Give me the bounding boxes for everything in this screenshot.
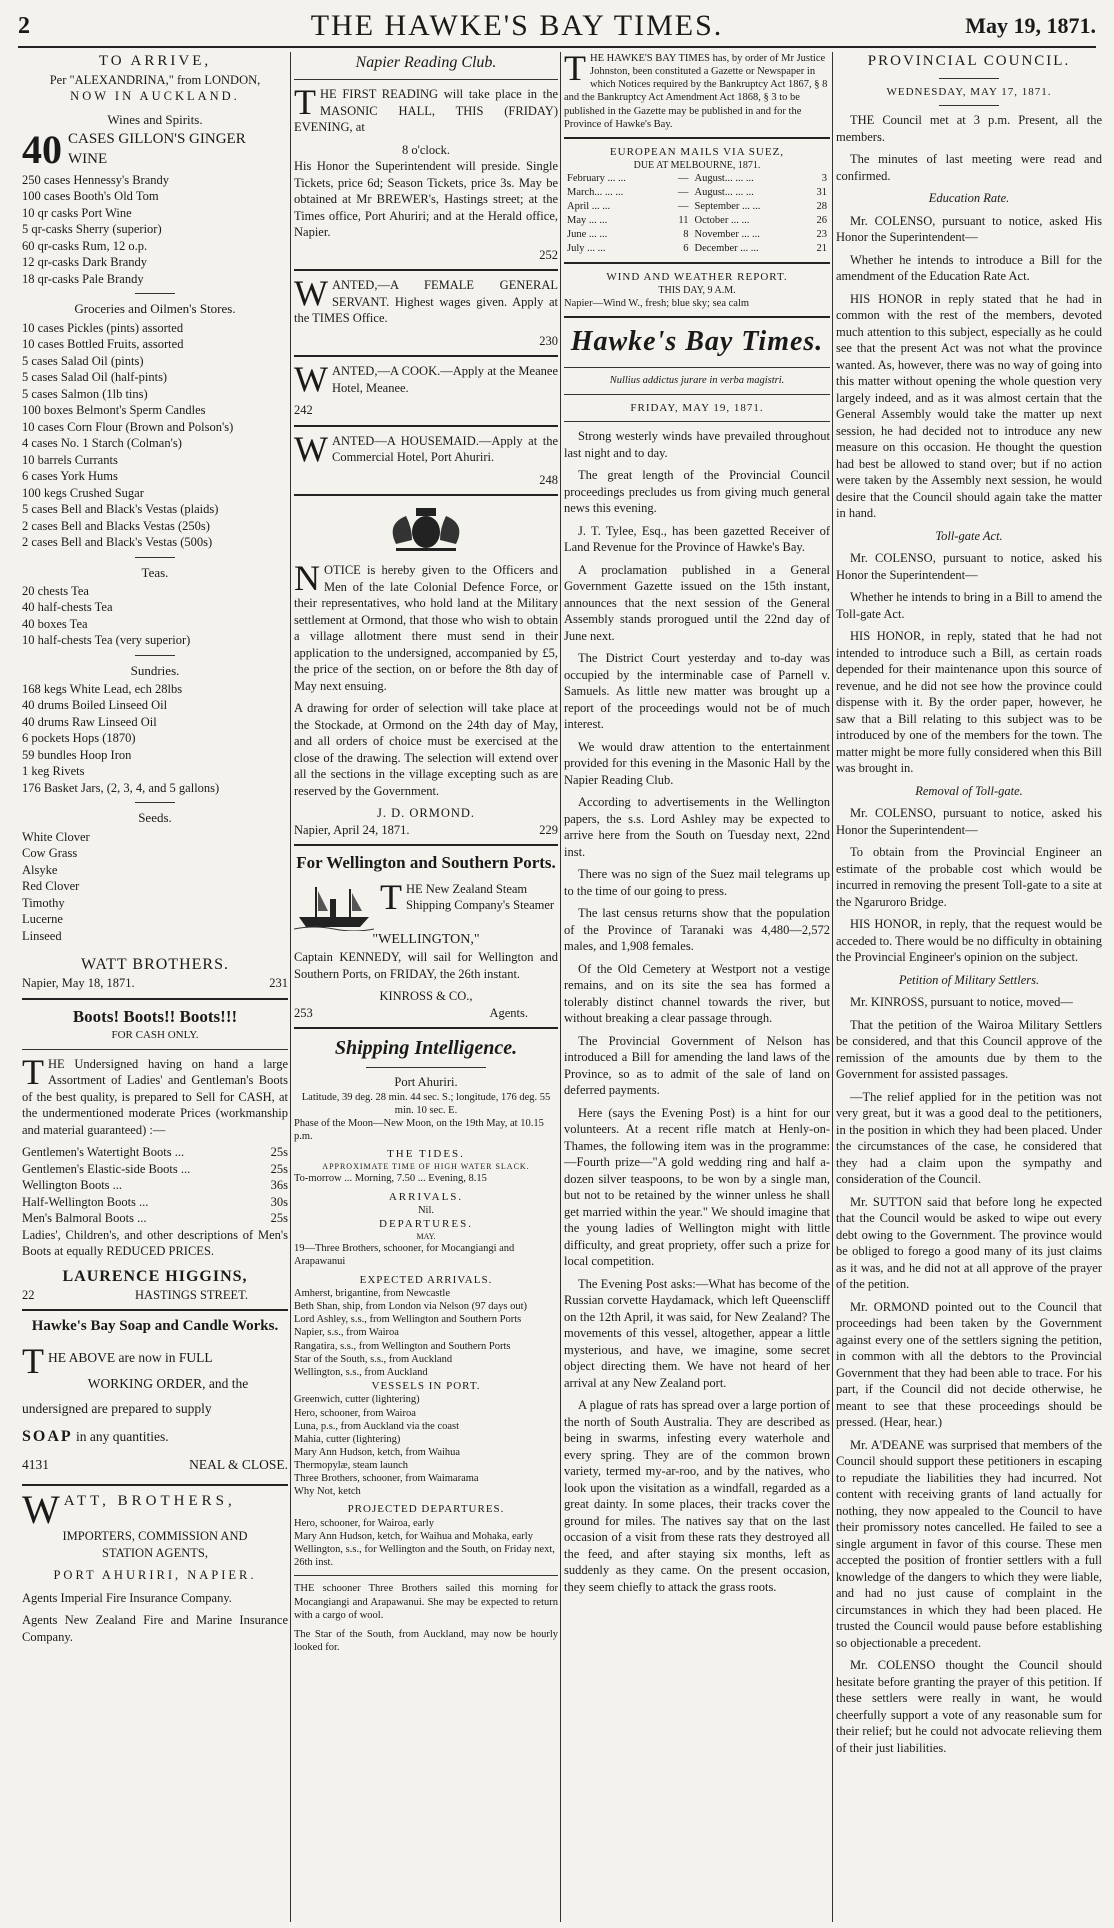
table-cell: 3 [821,173,827,185]
shipping-note: THE schooner Three Brothers sailed this morning for Mocangiangi and Arapawanui. She may be expected to return with a cargo of wool. [294,1583,558,1621]
advertiser-name: LAURENCE HIGGINS, [62,1267,248,1285]
list-item: 40 half-chests Tea [22,600,113,615]
list-item: 10 qr casks Port Wine [22,205,132,220]
section-title: Seeds. [138,810,172,826]
price-item: Gentlemen's Watertight Boots ... [22,1145,185,1160]
boots-sub: FOR CASH ONLY. [111,1029,199,1042]
list-item: Greenwich, cutter (lightering) [294,1394,420,1406]
advert-number: 229 [539,822,558,837]
advert-line: Agents Imperial Fire Insurance Company. [22,1590,232,1605]
tides-heading: THE TIDES. [387,1148,465,1161]
column-1 [22,52,288,1922]
price-item: Men's Balmoral Boots ... [22,1211,147,1226]
subject-heading: Education Rate. [928,191,1010,206]
table-cell: 31 [816,187,827,199]
port-name: Port Ahuriri. [394,1075,458,1090]
list-item: 5 cases Salad Oil (pints) [22,353,144,368]
drop-cap: T [294,82,316,123]
column-rule [290,52,291,1922]
list-item: 60 qr-casks Rum, 12 o.p. [22,238,148,253]
soap-line: undersigned are prepared to supply [22,1401,212,1417]
news-paragraph: The Evening Post asks:—What has become of the Russian corvette Haydamack, which left Queenscliff on the 12th April, it was said, for New Zealand? The movements of this vessel, altogether, appear a little mysterious, and have, we imagine, some secret object directing them. We have not heard of her arrival at any New Zealand port. [564,1276,830,1390]
teas-list [22,583,288,649]
news-paragraph: The last census returns show that the population of the Province of Taranaki was 4,480—2,572 males, and 1,908 females. [564,906,830,954]
news-paragraph: We would draw attention to the entertainment provided for this evening in the Masonic Hall by the Napier Reading Club. [564,739,830,787]
list-item: Beth Shan, ship, from London via Nelson (97 days out) [294,1301,528,1313]
price-item: Gentlemen's Elastic-side Boots ... [22,1161,191,1176]
wellington-heading: For Wellington and Southern Ports. [296,853,556,873]
drop-cap: W [22,1492,60,1532]
advert-number: 231 [269,976,288,991]
column-3 [564,52,830,1922]
advert-number: 242 [294,403,313,418]
price-value: 25s [270,1211,288,1226]
departures-month: MAY. [416,1231,436,1241]
editorial-body [564,428,830,1595]
table-row [564,214,830,228]
advert-number: 253 [294,1005,313,1020]
drop-cap: W [294,273,328,314]
departures: 19—Three Brothers, schooner, for Mocangiangi and Arapawanui [294,1243,515,1268]
council-date: WEDNESDAY, MAY 17, 1871. [886,85,1052,98]
advert-text: His Honor the Superintendent will preside. Single Tickets, price 6d; Season Tickets, price 3s. May be obtained at Mr BREWER's, Hastings street; at the Times office, Port Ahuriri; and at the Herald office, Napier. [294,159,558,240]
list-item: Hero, schooner, from Wairoa [294,1407,416,1419]
list-item: 10 cases Bottled Fruits, assorted [22,337,184,352]
advert-agents: Agents. [489,1005,528,1020]
advert-line: PORT AHURIRI, NAPIER. [53,1568,257,1582]
list-item: Mahia, cutter (lightering) [294,1433,401,1445]
table-cell: December ... ... [694,242,759,254]
list-item: 5 cases Salad Oil (half-pints) [22,370,168,385]
list-item: 5 qr-casks Sherry (superior) [22,222,162,237]
dateline: FRIDAY, MAY 19, 1871. [630,401,764,414]
list-item: Luna, p.s., from Auckland via the coast [294,1420,460,1432]
table-cell: — [678,201,689,213]
table-row [564,186,830,200]
departures-heading: DEPARTURES. [379,1218,473,1231]
advert-line: 8 o'clock. [401,142,451,157]
boots-heading: Boots! Boots!! Boots!!! [72,1006,238,1026]
list-item: Lucerne [22,912,63,927]
list-item: 40 drums Raw Linseed Oil [22,714,157,729]
column-2 [294,52,558,1922]
table-cell: November ... ... [694,228,760,240]
tides-times: To-morrow ... Morning, 7.50 ... Evening, 8.15 [294,1173,487,1185]
advert-signature: KINROSS & CO., [379,989,473,1004]
soap-word: SOAP [22,1427,73,1445]
moon-phase: Phase of the Moon—New Moon, on the 19th May, at 10.15 p.m. [294,1118,544,1143]
report-paragraph: Mr. COLENSO thought the Council should hesitate before granting the prayer of this petition. If these settlers were really in want, he would cheerfully support a vote of any reasonable sum for their relief; but he could not advocate relieving them of their just liabilities. [836,1658,1102,1755]
weather-report: Napier—Wind W., fresh; blue sky; sea calm [564,298,750,310]
report-paragraph: HIS HONOR in reply stated that he had in common with the rest of the members, devoted much attention to this subject, especially as he could see that the present Act was not what the province wanted. As, however, there was no way of going into this matter without opening the whole question very largely indeed, and as it was almost certain that the General Assembly would take the matter up next session, he had decided not to introduce any new measure on this occasion. He thought the question had best be allowed to stand over; but if no action were taken by the Assembly next session, he would desire that the Council should again take the matter in hand. [836,291,1102,521]
list-item: 10 half-chests Tea (very superior) [22,633,191,648]
inport-heading: VESSELS IN PORT. [371,1379,481,1392]
steamer-advert [294,881,558,931]
price-row [22,1194,288,1211]
list-item: 10 cases Corn Flour (Brown and Polson's) [22,419,234,434]
price-row [22,1144,288,1161]
list-item: 100 boxes Belmont's Sperm Candles [22,403,206,418]
report-paragraph: Mr. COLENSO, pursuant to notice, asked his Honor the Superintendent— [836,551,1102,582]
advert-title: Napier Reading Club. [355,54,497,71]
table-cell: — [678,173,689,185]
list-item: Red Clover [22,879,80,894]
list-item: Star of the South, s.s., from Auckland [294,1353,453,1365]
column-4 [836,52,1102,1922]
price-item: Half-Wellington Boots ... [22,1194,149,1209]
table-cell: 23 [816,228,827,240]
street-name: HASTINGS STREET. [135,1287,248,1302]
table-cell: 11 [678,215,689,227]
list-item: 59 bundles Hoop Iron [22,747,132,762]
arrive-heading: TO ARRIVE, [98,53,212,69]
news-paragraph: The District Court yesterday and to-day was occupied by the interminable case of Parnell v. Samuels. As little new matter was brought up a report of the proceedings would not be of much interest. [564,651,830,732]
list-item: Amherst, brigantine, from Newcastle [294,1288,450,1300]
gazette-text: HE HAWKE'S BAY TIMES has, by order of Mr Justice Johnston, been constituted a Gazette or Newspaper in which Notices required by the Bankruptcy Act 1867, § 8 and the Bankruptcy Act Amendment Act 1868, § 3 to be published in the Gazette may be published in and for the Province of Hawke's Bay. [564,53,828,130]
expected-list [294,1287,558,1379]
expected-heading: EXPECTED ARRIVALS. [359,1273,493,1286]
drop-cap: T [22,1341,44,1382]
advert-text: Captain KENNEDY, will sail for Wellington and Southern Ports, on FRIDAY, the 26th instant. [294,950,558,981]
masthead [18,6,1096,48]
advert-number: 4131 [22,1457,49,1473]
section-title: Wines and Spirits. [107,111,203,127]
section-title: Teas. [141,564,169,580]
list-item: Three Brothers, schooner, from Waimarama [294,1473,479,1485]
list-item: Linseed [22,928,62,943]
list-item: 6 cases York Hums [22,469,118,484]
shipping-note: The Star of the South, from Auckland, may now be hourly looked for. [294,1628,558,1653]
price-value: 36s [270,1178,288,1193]
weather-time: THIS DAY, 9 A.M. [658,285,736,297]
advert-line: IMPORTERS, COMMISSION AND [62,1529,248,1543]
boots-footer: Ladies', Children's, and other descriptions of Men's Boots at equally REDUCED PRICES. [22,1227,288,1259]
projected-list [294,1517,558,1570]
mails-title: EUROPEAN MAILS VIA SUEZ, [609,145,785,158]
advert-footer [22,1287,288,1304]
report-paragraph: Whether he intends to introduce a Bill for the amendment of the Education Rate Act. [836,252,1102,284]
table-cell: September ... ... [694,201,761,213]
section-title: Groceries and Oilmen's Stores. [74,301,236,317]
projected-heading: PROJECTED DEPARTURES. [347,1503,505,1516]
report-paragraph: To obtain from the Provincial Engineer an estimate of the probable cost which would be incurred in removing the present Toll-gate to a site at the Ngaruroro Bridge. [836,845,1102,909]
report-paragraph: Mr. A'DEANE was surprised that members of the Council should support these petitioners in escaping to repudiate the liabilities they had incurred. Not content with receiving grants of land actually for nothing, they now appealed to the Council to have their promissory notes cancelled. He failed to see a single argument in favor of this course. These men accepted the position of frontier settlers with a full knowledge of the dangers to which they were liable, and had no just cause of complaint in the circumstances in which they had been placed. He trusted the Council would pause before establishing so objectionable a precedent. [836,1437,1102,1650]
subject-heading: Petition of Military Settlers. [898,972,1040,987]
subject-heading: Removal of Toll-gate. [915,783,1023,798]
list-item: Lord Ashley, s.s., from Wellington and Southern Ports [294,1314,522,1326]
table-cell: March... ... ... [567,187,624,199]
report-paragraph: Mr. COLENSO, pursuant to notice, asked His Honor the Superintendent— [836,213,1102,245]
list-item: 20 chests Tea [22,583,89,598]
price-value: 25s [270,1161,288,1176]
list-item: Napier, s.s., from Wairoa [294,1327,399,1339]
report-paragraph: THE Council met at 3 p.m. Present, all the members. [836,113,1102,144]
report-paragraph: The minutes of last meeting were read and confirmed. [836,152,1102,183]
list-item: 10 cases Pickles (pints) assorted [22,320,184,335]
news-paragraph: Strong westerly winds have prevailed throughout last night and to day. [564,429,830,460]
news-paragraph: A proclamation published in a General Government Gazette issued on the 15th instant, announces that the next session of the General Assembly stands prorogued until the 22nd day of June next. [564,562,830,643]
arrive-line: NOW IN AUCKLAND. [70,89,240,104]
table-row [564,172,830,186]
drop-cap: T [564,52,586,88]
table-cell: April ... ... [567,201,611,213]
table-cell: October ... ... [694,215,750,227]
table-cell: 28 [816,201,827,213]
report-paragraph: Whether he intends to bring in a Bill to amend the Toll-gate Act. [836,590,1102,621]
council-title: PROVINCIAL COUNCIL. [867,53,1071,69]
advert-text: HE FIRST READING will take place in the MASONIC HALL, THIS (FRIDAY) EVENING, at [294,87,558,135]
table-cell: August... ... ... [694,173,754,185]
mails-sub: DUE AT MELBOURNE, 1871. [633,160,761,172]
notice-text: OTICE is hereby given to the Officers and Men of the late Colonial Defence Force, or their representatives, who hold land at the Military settlement at Ormond, that those who wish to obtain a village allotment there must send in their application to the undersigned, accompanied by £5, the price of the section, on or before the 8th day of May next ensuing. [294,563,558,693]
price-value: 25s [270,1145,288,1160]
boots-text: HE Undersigned having on hand a large Assortment of Ladies' and Gentleman's Boots of the best quality, is prepared to Sell for CASH, at the undermentioned moderate Prices (workmanship and material guaranteed) :— [22,1056,288,1137]
ship-name: "WELLINGTON," [372,931,480,947]
big-number: 40 [22,129,62,170]
page-number: 2 [18,12,30,39]
advert-place: Napier, April 24, 1871. [294,822,410,837]
news-paragraph: The great length of the Provincial Council proceedings precludes us from giving much general news this evening. [564,468,830,516]
advert-number: 22 [22,1287,35,1302]
list-item: Mary Ann Hudson, ketch, from Waihua [294,1446,461,1458]
gazette-notice [564,52,830,131]
newspaper-title: THE HAWKE'S BAY TIMES. [310,9,724,42]
list-item: 6 pockets Hops (1870) [22,731,136,746]
section-title: Sundries. [130,662,180,678]
list-item: Alsyke [22,862,58,877]
report-paragraph: —The relief applied for in the petition was not very great, but it was a good deal to the petitioners, in the position in which they had been placed. Under the circumstances of the case, he considered that they had a claim upon the sympathy and consideration of the Council. [836,1089,1102,1187]
report-paragraph: Mr. ORMOND pointed out to the Council that proceedings had been taken by the Government against every one of the settlers signing the petition, in common with all the debtors to the Provincial Government that they had been able to trace. For his part, if the Council did not decide otherwise, he meant to see that these proceedings should be pressed. (Hear, hear.) [836,1299,1102,1430]
list-item: 12 qr-casks Dark Brandy [22,255,148,270]
advert-number: 248 [539,472,558,487]
table-cell: 21 [816,242,827,254]
wines-list [22,172,288,288]
council-report [836,112,1102,1756]
list-item: 1 keg Rivets [22,764,85,779]
inport-list [294,1393,558,1498]
report-paragraph: Mr. KINROSS, pursuant to notice, moved— [850,995,1073,1010]
price-list [22,1144,288,1227]
wine-feature [22,130,288,170]
table-cell: 26 [816,215,827,227]
issue-date: May 19, 1871. [965,13,1096,38]
shipping-title: Shipping Intelligence. [334,1037,518,1060]
advert-text: ANTED,—A COOK.—Apply at the Meanee Hotel, Meanee. [331,364,558,395]
news-paragraph: Here (says the Evening Post) is a hint for our volunteers. At a recent rifle match at Henly-on-Thames, the following item was in the programme:—Fourth prize—"A gold wedding ring and half a-dozen silver teaspoons, to be won by a single man, but not to be retained by the winner unless he shall get married within the year." We should imagine that the young ladies of Wellington might with little difficulty, and great propriety, offer such a prize for local competition. [564,1105,830,1269]
advert-text: HE New Zealand Steam Shipping Company's Steamer [406,881,555,913]
price-item: Wellington Boots ... [22,1178,123,1193]
drop-cap: T [22,1051,44,1092]
table-cell: July ... ... [567,242,606,254]
advert-footer [22,975,288,992]
list-item: Mary Ann Hudson, ketch, for Waihua and Mohaka, early [294,1531,533,1543]
advertiser-name: ATT, BROTHERS, [63,1493,236,1509]
table-cell: 6 [683,242,689,254]
table-cell: June ... ... [567,228,608,240]
news-paragraph: According to advertisements in the Wellington papers, the s.s. Lord Ashley may be expected to arrive here from the South on Tuesday next, 22nd inst. [564,795,830,859]
list-item: White Clover [22,829,90,844]
price-row [22,1177,288,1194]
seeds-list [22,829,288,945]
advertiser-name: WATT BROTHERS. [81,956,229,974]
tides-sub: APPROXIMATE TIME OF HIGH WATER SLACK. [322,1161,530,1171]
coat-of-arms-icon [376,504,476,554]
soap-line: WORKING ORDER, and the [87,1375,249,1391]
price-row [22,1210,288,1227]
paper-title: Hawke's Bay Times. [570,326,824,358]
advert-place: Napier, May 18, 1871. [22,976,135,991]
list-item: 10 barrels Currants [22,452,118,467]
advert-footer [294,1005,558,1022]
drop-cap: W [294,428,328,469]
mails-table [564,172,830,255]
news-paragraph: J. T. Tylee, Esq., has been gazetted Receiver of Land Revenue for the Province of Hawke's Bay. [564,523,830,555]
advert-footer [294,822,558,839]
lat-long: Latitude, 39 deg. 28 min. 44 sec. S.; longitude, 176 deg. 55 min. 10 sec. E. [301,1091,551,1117]
list-item: 40 boxes Tea [22,616,88,631]
list-item: CASES GILLON'S GINGER WINE [68,130,246,167]
arrivals-heading: ARRIVALS. [388,1190,464,1203]
notice-signature: J. D. ORMOND. [376,806,476,821]
advert-line: Agents New Zealand Fire and Marine Insurance Company. [22,1613,288,1644]
list-item: Why Not, ketch [294,1486,361,1498]
report-paragraph: Mr. SUTTON said that before long he expected that the Council would be asked to wipe out every debt owing to the Government. The province would be obliged to forego a good many of its just claims as it was, and he did not at all approve of the prayer of the petition. [836,1194,1102,1292]
list-item: Timothy [22,895,65,910]
report-paragraph: That the petition of the Wairoa Military Settlers be considered, and that this Council approve of the remission of the amounts due by them to the Government for assisted passages. [836,1017,1102,1082]
report-paragraph: HIS HONOR, in reply, that the request would be acceded to. There would be no difficulty in obtaining the Provincial Engineer's opinion on the subject. [836,917,1102,965]
soap-line: in any quantities. [76,1428,169,1444]
list-item: 100 kegs Crushed Sugar [22,485,144,500]
price-value: 30s [270,1194,288,1209]
list-item: Wellington, s.s., from Auckland [294,1366,428,1378]
soap-line: HE ABOVE are now in FULL [48,1350,213,1366]
advertiser-name: NEAL & CLOSE. [189,1457,288,1473]
soap-advert [22,1341,288,1478]
column-rule [832,52,833,1922]
news-paragraph: Of the Old Cemetery at Westport not a vestige remains, and on its site the sea has formed a tolerably distinct channel towards the river, but without breaking a clear passage through. [564,961,830,1026]
advert-text: ANTED,—A FEMALE GENERAL SERVANT. Highest wages given. Apply at the TIMES Office. [294,278,558,326]
steamship-icon [294,881,374,931]
table-cell: May ... ... [567,215,608,227]
price-row [22,1161,288,1178]
report-paragraph: HIS HONOR, in reply, stated that he had not intended to introduce such a Bill, as certain roads depended for their maintenance upon this source of revenue, and he did not see how the province could dispense with it. By the order paper, however, he saw that a Bill relating to this subject was to be introduced by one of the members for the town. The matter might be more fully considered when this Bill was brought in. [836,629,1102,776]
advert-number: 252 [539,247,558,262]
weather-title: WIND AND WEATHER REPORT. [606,270,788,283]
advert-text: ANTED—A HOUSEMAID.—Apply at the Commercial Hotel, Port Ahuriri. [331,433,558,465]
arrivals: Nil. [417,1205,435,1217]
column-rule [560,52,561,1922]
list-item: 5 cases Bell and Black's Vestas (plaids) [22,502,219,517]
report-paragraph: Mr. COLENSO, pursuant to notice, asked his Honor the Superintendent— [836,806,1102,837]
drop-cap: T [380,880,402,917]
drop-cap: W [294,359,328,400]
subject-heading: Toll-gate Act. [935,528,1003,543]
news-paragraph: A plague of rats has spread over a large portion of the north of South Australia. They are described as being in swarms, infesting every waterhole and every spring. They are of the common brown variety, termed my-ar-roo, and by the natives, who look upon the visitation as a windfall, regarded as a great dainty. In some places, their tracks cover the ground for miles. The natives say that on the last occasion of a visit from these rats they destroyed all the feed, and after staying six months, left as suddenly as they came. On the present occasion, they seem chiefly to attack the grass roots. [564,1398,830,1594]
table-cell: 8 [683,228,689,240]
table-row [564,228,830,242]
list-item: 4 cases No. 1 Starch (Colman's) [22,436,182,451]
soap-heading: Hawke's Bay Soap and Candle Works. [31,1318,279,1335]
table-row [564,200,830,214]
list-item: 250 cases Hennessy's Brandy [22,172,170,187]
list-item: 168 kegs White Lead, ech 28lbs [22,681,183,696]
advert-number: 230 [539,333,558,348]
list-item: 40 drums Boiled Linseed Oil [22,698,168,713]
list-item: 2 cases Bell and Blacks Vestas (250s) [22,518,210,533]
news-paragraph: There was no sign of the Suez mail telegrams up to the time of our going to press. [564,867,830,898]
motto: Nullius addictus jurare in verba magistri. [609,375,785,387]
sundries-list [22,681,288,797]
table-cell: August... ... ... [694,187,754,199]
advert-line: STATION AGENTS, [102,1545,208,1560]
list-item: Rangatira, s.s., from Wellington and Southern Ports [294,1340,511,1352]
list-item: Hero, schooner, for Wairoa, early [294,1517,434,1529]
list-item: 176 Basket Jars, (2, 3, 4, and 5 gallons) [22,780,220,795]
table-cell: February ... ... [567,173,626,185]
list-item: 5 cases Salmon (1lb tins) [22,386,148,401]
list-item: Cow Grass [22,846,78,861]
list-item: Thermopylæ, steam launch [294,1460,409,1472]
list-item: 18 qr-casks Pale Brandy [22,271,144,286]
grocery-list [22,320,288,551]
arrive-line: Per "ALEXANDRINA," from LONDON, [49,72,261,87]
news-paragraph: The Provincial Government of Nelson has introduced a Bill for amending the land laws of the Province, so as to admit of the sale of land on deferred payments. [564,1033,830,1098]
list-item: Wellington, s.s., for Wellington and the South, on Friday next, 26th inst. [294,1544,555,1569]
watt-brothers-advert [22,1492,288,1651]
drop-cap: N [294,558,320,599]
table-cell: — [678,187,689,199]
notice-text: A drawing for order of selection will take place at the Stockade, at Ormond on the 24th day of May, and all orders of choice must be exercised at the close of the drawing. The selection will extend over all the sections in the village excepting such as are reserved by the Government. [294,701,558,798]
table-row [564,242,830,256]
list-item: 100 cases Booth's Old Tom [22,189,159,204]
list-item: 2 cases Bell and Black's Vestas (500s) [22,535,213,550]
